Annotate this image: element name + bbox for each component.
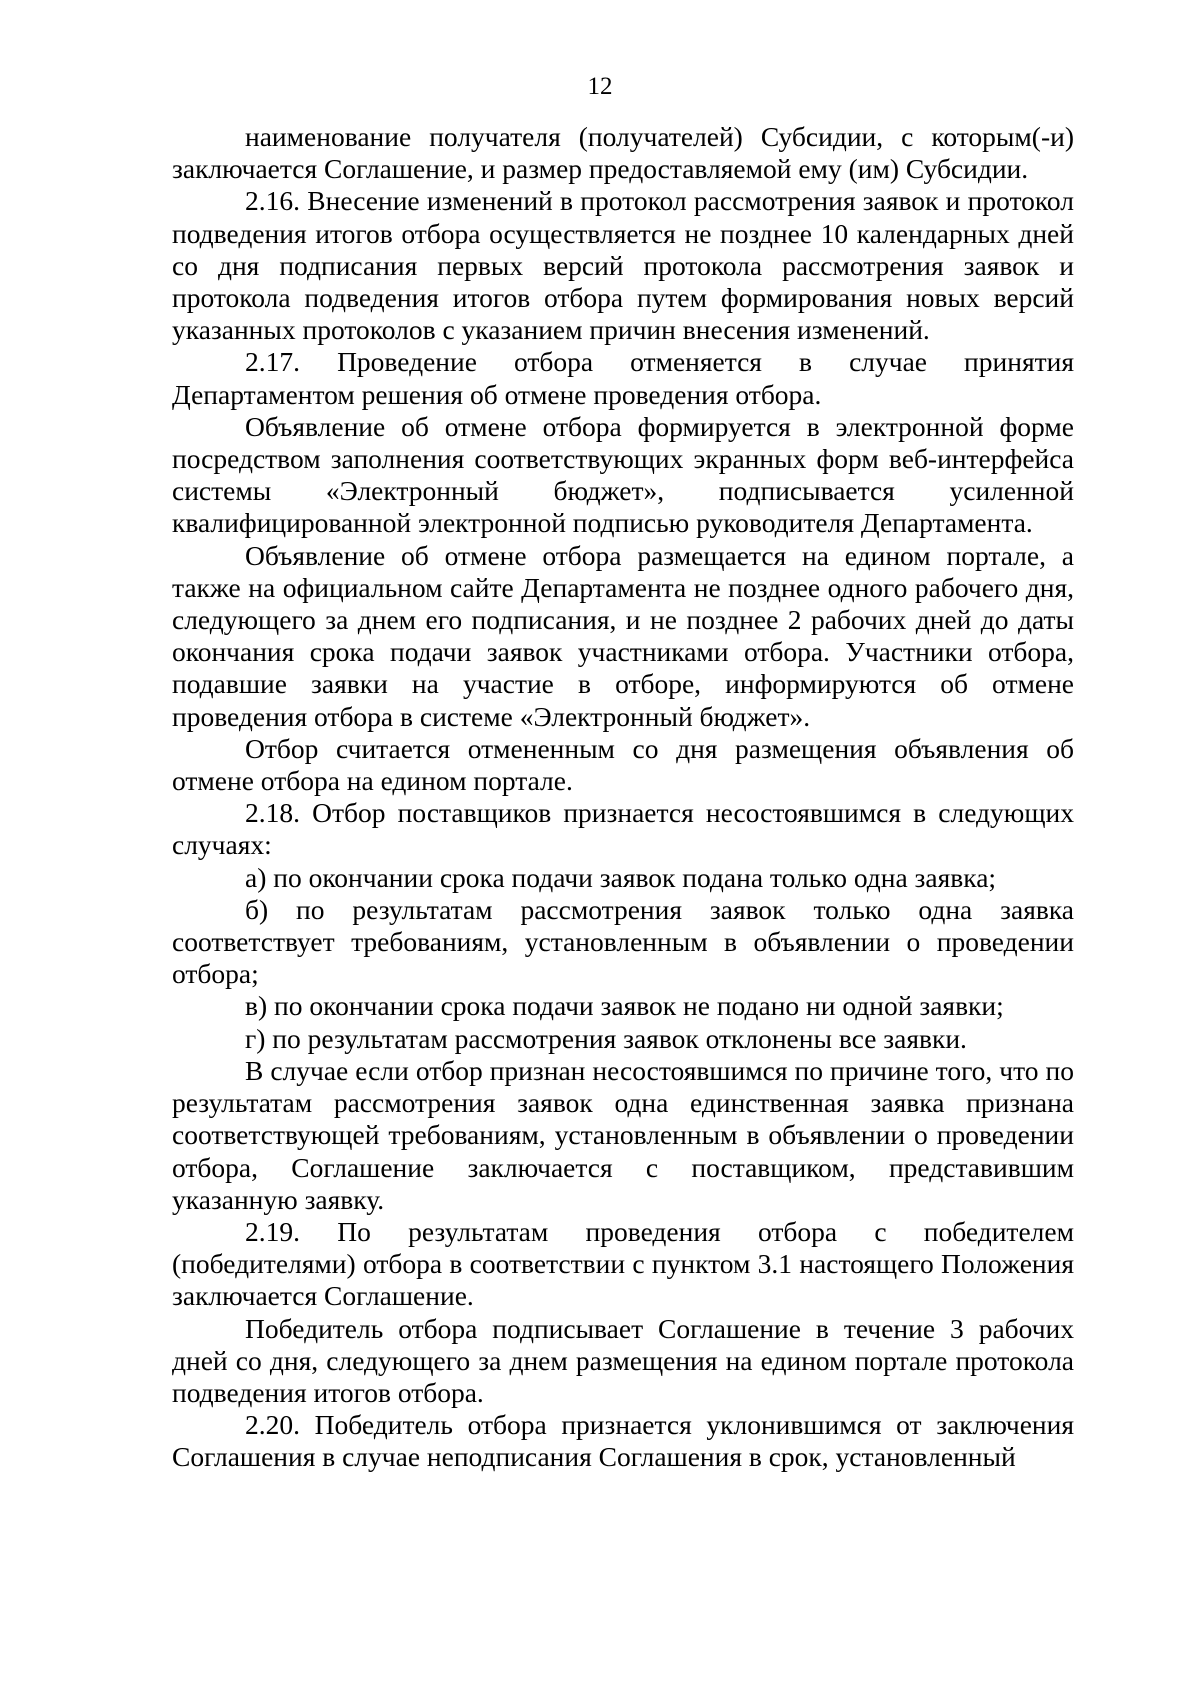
paragraph-cancel-effective: Отбор считается отмененным со дня размещения объявления об отмене отбора на едином портале. — [172, 732, 1074, 797]
paragraph-2-19: 2.19. По результатам проведения отбора с победителем (победителями) отбора в соответствии с пунктом 3.1 настоящего Положения заключается Соглашение. — [172, 1215, 1074, 1312]
list-item-a: а) по окончании срока подачи заявок подана только одна заявка; — [245, 861, 997, 893]
paragraph-continuation: наименование получателя (получателей) Субсидии, с которым(-и) заключается Соглашение, и размер предоставляемой ему (им) Субсидии. — [172, 121, 1074, 185]
list-item-g: г) по результатам рассмотрения заявок отклонены все заявки. — [245, 1022, 967, 1054]
list-item-v: в) по окончании срока подачи заявок не подано ни одной заявки; — [245, 990, 1004, 1022]
paragraph-2-16: 2.16. Внесение изменений в протокол рассмотрения заявок и протокол подведения итогов отбора осуществляется не позднее 10 календарных дней со дня подписания первых версий протокола рассмотрения заявок и протокола подведения итогов отбора путем формирования новых версий указанных протоколов с указанием причин внесения изменений. — [172, 185, 1074, 346]
paragraph-winner-signs: Победитель отбора подписывает Соглашение в течение 3 рабочих дней со дня, следующего за днем размещения на едином портале протокола подведения итогов отбора. — [172, 1312, 1074, 1408]
paragraph-cancel-notice-publication: Объявление об отмене отбора размещается на едином портале, а также на официальном сайте Департамента не позднее одного рабочего дня, следующего за днем его подписания, и не позднее 2 рабочих дней до даты окончания срока подачи заявок участниками отбора. Участники отбора, подавшие заявки на участие в отборе, информируются об отмене проведения отбора в системе «Электронный бюджет». — [172, 539, 1074, 732]
paragraph-2-17: 2.17. Проведение отбора отменяется в случае принятия Департаментом решения об отмене проведения отбора. — [172, 346, 1074, 410]
paragraph-2-18: 2.18. Отбор поставщиков признается несостоявшимся в следующих случаях: — [172, 797, 1074, 861]
page-number: 12 — [587, 73, 613, 100]
list-item-b: б) по результатам рассмотрения заявок только одна заявка соответствует требованиям, установленным в объявлении о проведении отбора; — [172, 893, 1074, 990]
paragraph-2-20: 2.20. Победитель отбора признается уклонившимся от заключения Соглашения в случае неподписания Соглашения в срок, установленный — [172, 1409, 1074, 1473]
document-body — [172, 121, 1074, 1474]
paragraph-single-bid: В случае если отбор признан несостоявшимся по причине того, что по результатам рассмотрения заявок одна единственная заявка признана соответствующей требованиям, установленным в объявлении о проведении отбора, Соглашение заключается с поставщиком, представившим указанную заявку. — [172, 1054, 1074, 1215]
paragraph-cancel-notice-form: Объявление об отмене отбора формируется в электронной форме посредством заполнения соответствующих экранных форм веб-интерфейса системы «Электронный бюджет», подписывается усиленной квалифицированной электронной подписью руководителя Департамента. — [172, 410, 1074, 539]
